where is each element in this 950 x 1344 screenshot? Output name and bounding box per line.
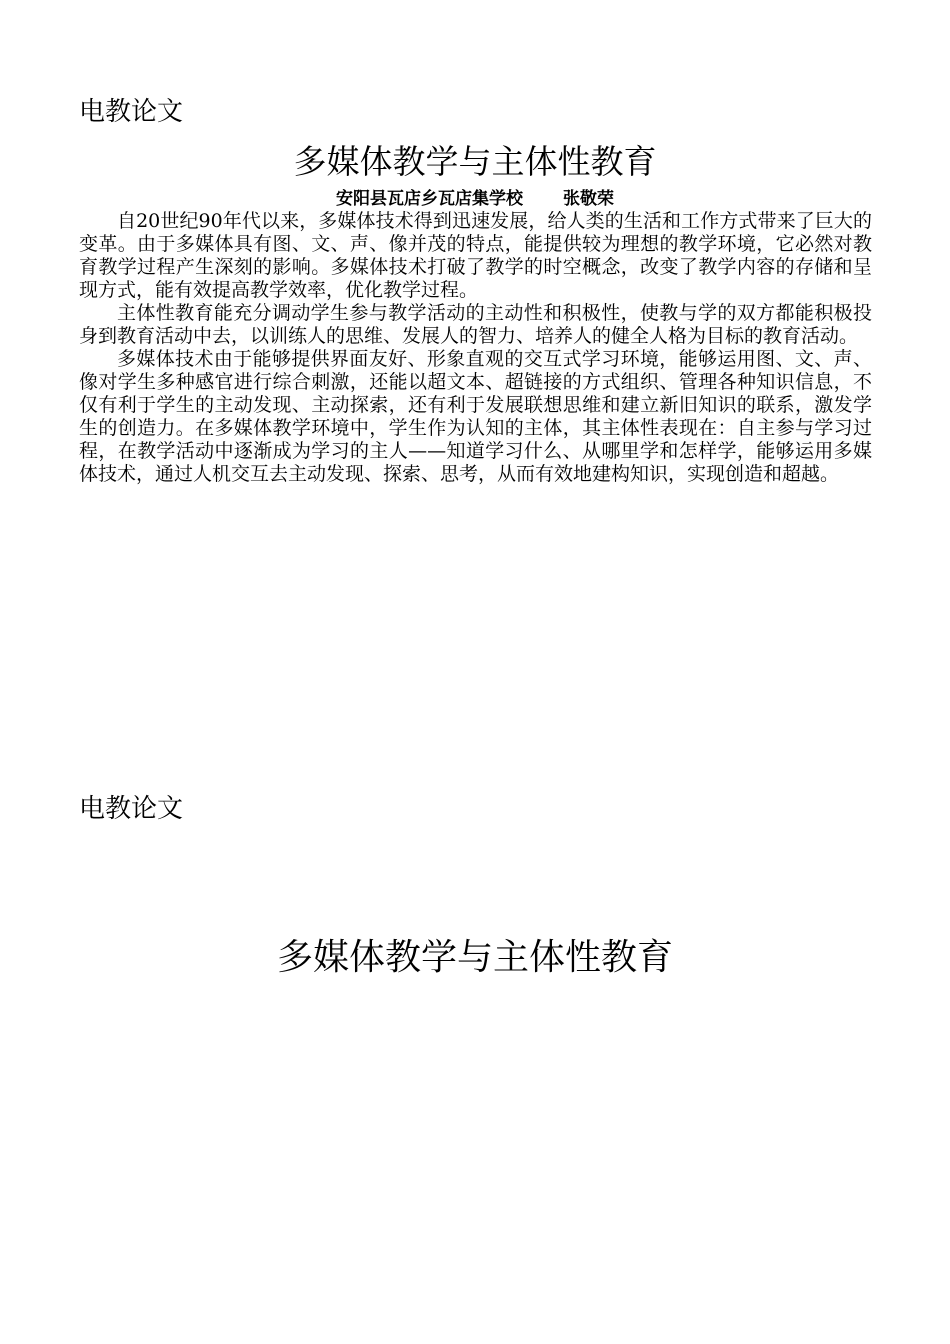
section-label-2: 电教论文 (79, 794, 184, 824)
article-body (79, 210, 872, 486)
paragraph-3: 多媒体技术由于能够提供界面友好、形象直观的交互式学习环境，能够运用图、文、声、像对学生多种感官进行综合刺激，还能以超文本、超链接的方式组织、管理各种知识信息，不仅有利于学生的主动发现、主动探索，还有利于发展联想思维和建立新旧知识的联系，激发学生的创造力。在多媒体教学环境中，学生作为认知的主体，其主体性表现在：自主参与学习过程，在教学活动中逐渐成为学习的主人——知道学习什么、从哪里学和怎样学，能够运用多媒体技术，通过人机交互去主动发现、探索、思考，从而有效地建构知识，实现创造和超越。 (79, 348, 872, 485)
paragraph-1: 自20世纪90年代以来，多媒体技术得到迅速发展，给人类的生活和工作方式带来了巨大的变革。由于多媒体具有图、文、声、像并茂的特点，能提供较为理想的教学环境，它必然对教育教学过程产生深刻的影响。多媒体技术打破了教学的时空概念，改变了教学内容的存储和呈现方式，能有效提高教学效率，优化教学过程。 (79, 210, 872, 301)
school-name: 安阳县瓦店乡瓦店集学校 (336, 189, 523, 209)
article-title-2: 多媒体教学与主体性教育 (276, 937, 673, 978)
section-label: 电教论文 (79, 97, 184, 127)
article-title: 多媒体教学与主体性教育 (293, 142, 657, 181)
paragraph-2: 主体性教育能充分调动学生参与教学活动的主动性和积极性，使教与学的双方都能积极投身到教育活动中去，以训练人的思维、发展人的智力、培养人的健全人格为目标的教育活动。 (79, 302, 872, 347)
author-name: 张敬荣 (563, 189, 614, 209)
byline (0, 188, 950, 210)
